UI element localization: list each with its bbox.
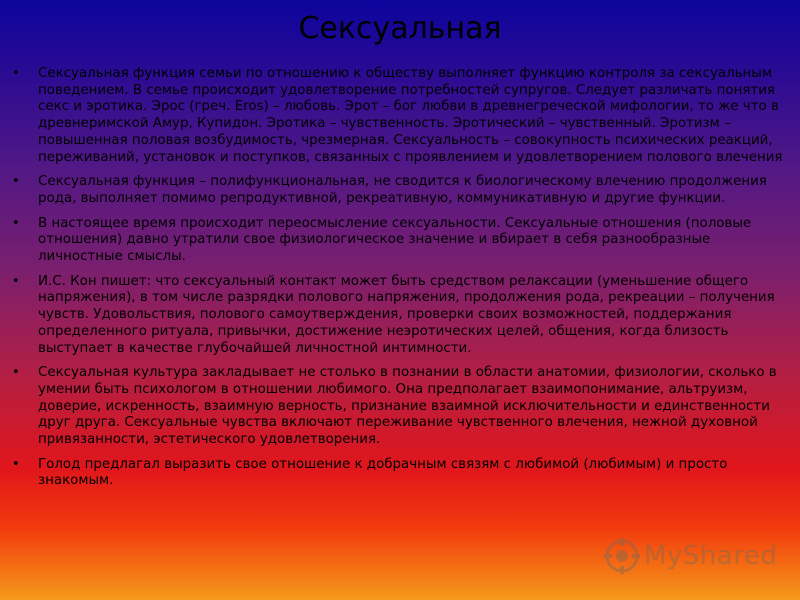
watermark-text: MyShared bbox=[644, 541, 778, 571]
bullet-item bbox=[12, 365, 790, 449]
watermark bbox=[604, 536, 777, 576]
bullet-text: Голод предлагал выразить свое отношение к добрачным связям с любимой (любимым) и просто знакомым. bbox=[38, 456, 728, 489]
bullet-text: Сексуальная культура закладывает не столько в познании в области анатомии, физиологии, сколько в умении быть психологом в отношении любимого. Она предполагает взаимопонимание, альтруизм, доверие, искренность, взаимную верность, признание взаимной исключительности и единственности друг друга. Сексуальные чувства включают переживание чувственного влечения, нежной духовной привязанности, эстетического удовлетворения. bbox=[38, 365, 777, 448]
bullet-dot: • bbox=[12, 456, 20, 472]
bullet-dot: • bbox=[12, 365, 20, 381]
bullet-item bbox=[12, 66, 790, 166]
bullet-item bbox=[12, 274, 790, 358]
bullet-dot: • bbox=[12, 66, 20, 81]
bullet-text: Сексуальная функция семьи по отношению к обществу выполняет функцию контроля за сексуальным поведением. В семье происходит удовлетворение потребностей супругов. Следует различать понятия секс и эротика. Эрос (греч. Eros) – любовь. Эрот – бог любви в древнегреческой мифологии, то же что в древнеримской Амур, Купидон. Эротика – чувственность. Эротический – чувственный. Эротизм – повышенная половая возбудимость, чрезмерная. Сексуальность – совокупность психических реакций, переживаний, установок и поступков, связанных с проявлением и удовлетворением полового влечения bbox=[38, 66, 783, 165]
myshared-logo-icon bbox=[604, 538, 640, 574]
bullet-dot: • bbox=[12, 174, 20, 190]
bullet-dot: • bbox=[12, 215, 20, 231]
slide-title: Сексуальная bbox=[298, 11, 502, 46]
bullet-list bbox=[12, 66, 790, 498]
bullet-text: Сексуальная функция – полифункциональная, не сводится к биологическому влечению продолжения рода, выполняет помимо репродуктивной, рекреативную, коммуникативную и другие функции. bbox=[38, 174, 767, 206]
bullet-item bbox=[12, 216, 790, 266]
bullet-text: В настоящее время происходит переосмысление сексуальности. Сексуальные отношения (половые отношения) давно утратили свое физиологическое значение и вбирает в себя разнообразные личностные смыслы. bbox=[38, 215, 752, 265]
bullet-dot: • bbox=[12, 273, 20, 289]
bullet-item bbox=[12, 457, 790, 490]
bullet-item bbox=[12, 174, 790, 207]
bullet-text: И.С. Кон пишет: что сексуальный контакт может быть средством релаксации (уменьшение общего напряжения), в том числе разрядки полового напряжения, продолжения рода, рекреации – получения чувств. Удовольствия, полового самоутверждения, проверки своих возможностей, поддержания определенного ритуала, привычки, достижение неэротических целей, общения, когда близость выступает в качестве глубочайшей личностной интимности. bbox=[38, 273, 775, 356]
